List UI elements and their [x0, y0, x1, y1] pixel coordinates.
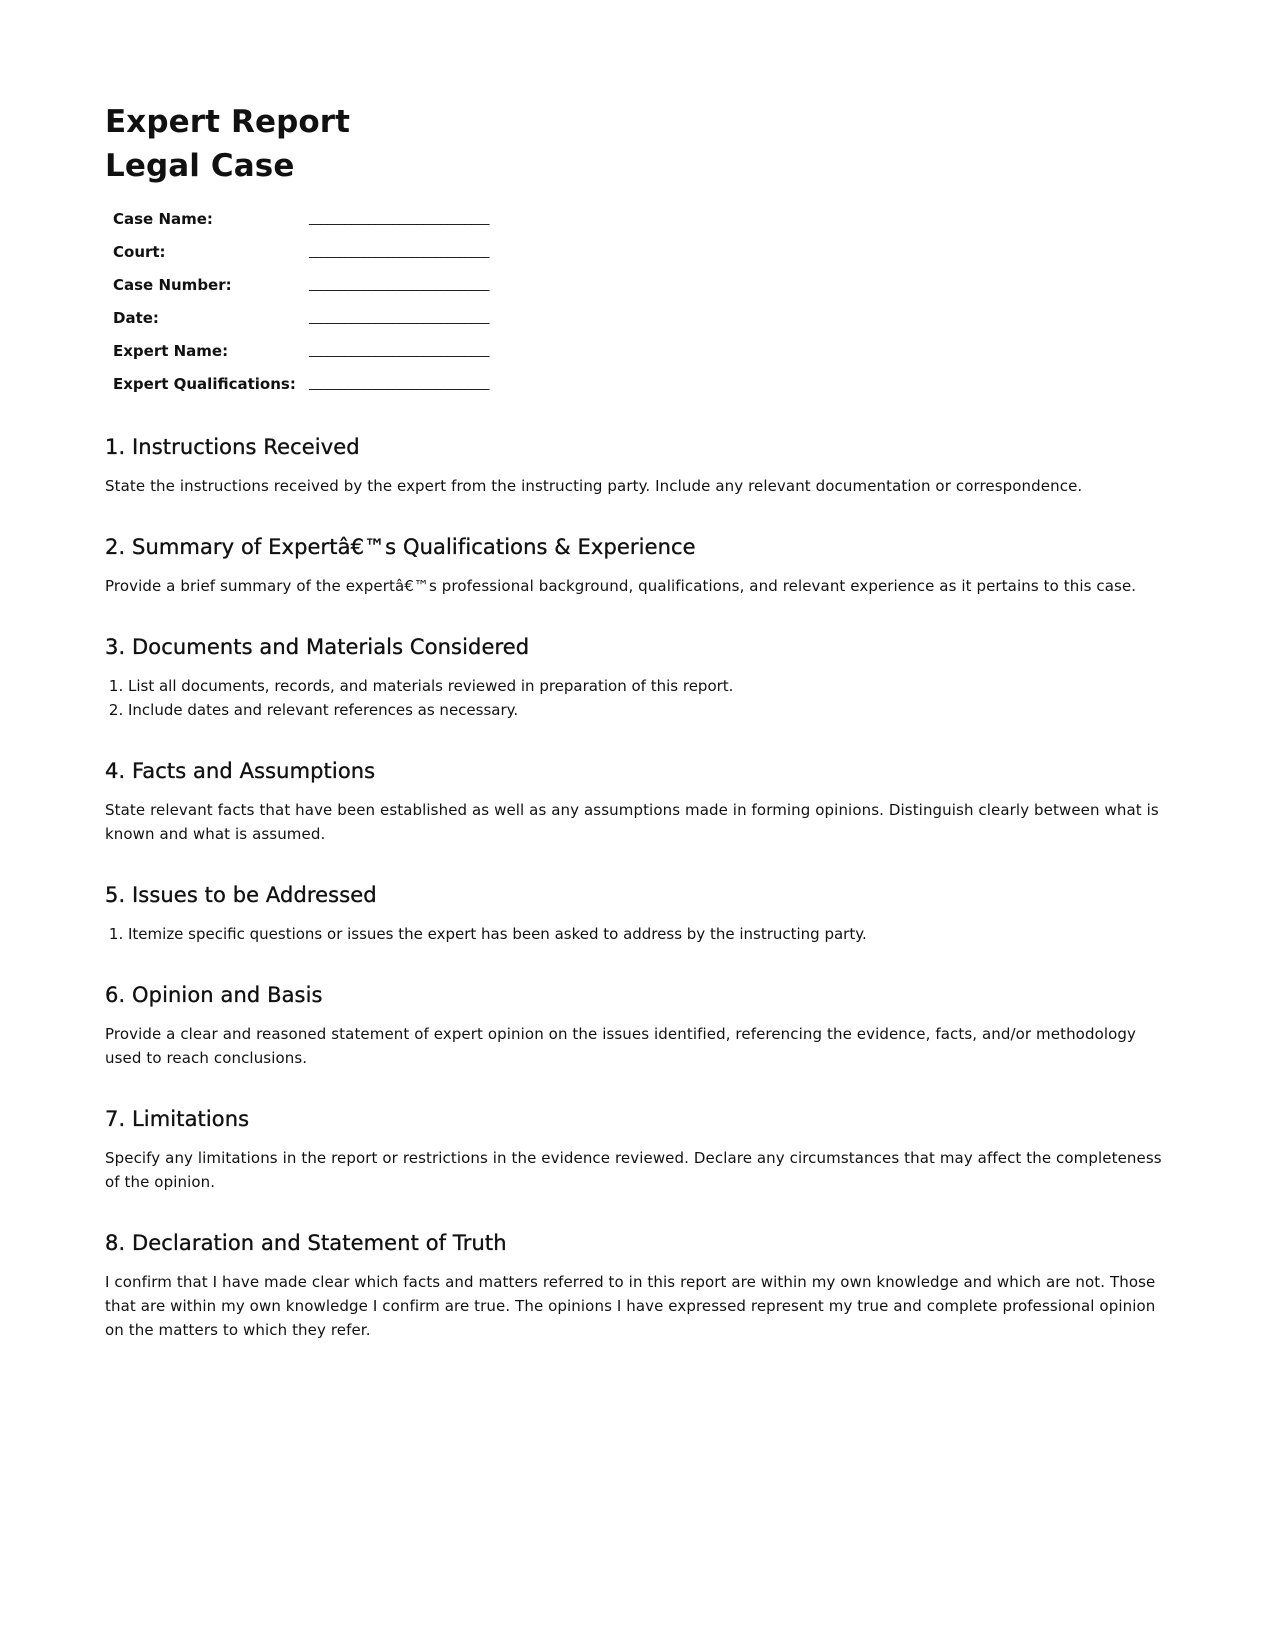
court-label: Court: — [113, 242, 166, 261]
date-row — [113, 301, 489, 334]
expert-qualifications-blank: ______________________________ — [309, 376, 489, 391]
section-heading: 4. Facts and Assumptions — [105, 759, 376, 783]
section-documents — [105, 632, 1165, 722]
case-number-row — [113, 268, 489, 301]
section-heading: 6. Opinion and Basis — [105, 983, 323, 1007]
section-heading: 7. Limitations — [105, 1107, 250, 1131]
documents-list — [105, 674, 1165, 722]
section-limitations — [105, 1104, 1165, 1194]
document-title — [105, 100, 1165, 188]
date-blank: ______________________________ — [309, 310, 489, 325]
expert-name-label: Expert Name: — [113, 341, 229, 360]
section-heading: 5. Issues to be Addressed — [105, 883, 377, 907]
case-info-table — [113, 202, 489, 400]
section-opinion — [105, 980, 1165, 1070]
section-body: Provide a brief summary of the expertâ€™s professional background, qualifications, and relevant experience as it pertains to this case. — [105, 577, 1137, 595]
court-row — [113, 235, 489, 268]
expert-qualifications-label: Expert Qualifications: — [113, 374, 296, 393]
case-name-label: Case Name: — [113, 209, 213, 228]
expert-name-row — [113, 334, 489, 367]
section-heading: 3. Documents and Materials Considered — [105, 635, 530, 659]
section-body: Specify any limitations in the report or restrictions in the evidence reviewed. Declare any circumstances that may affect the completeness of the opinion. — [105, 1149, 1162, 1191]
section-issues — [105, 880, 1165, 946]
expert-name-blank: ______________________________ — [309, 343, 489, 358]
report-content — [105, 432, 1165, 1339]
section-body: Provide a clear and reasoned statement of expert opinion on the issues identified, referencing the evidence, facts, and/or methodology used to reach conclusions. — [105, 1025, 1137, 1067]
title-line-2: Legal Case — [105, 148, 295, 184]
section-instructions — [105, 432, 1165, 498]
section-heading: 2. Summary of Expertâ€™s Qualifications & Experience — [105, 535, 696, 559]
expert-qualifications-row — [113, 367, 489, 400]
case-name-row — [113, 202, 489, 235]
case-number-blank: ______________________________ — [309, 277, 489, 292]
section-heading: 1. Instructions Received — [105, 435, 360, 459]
list-item: 1. List all documents, records, and materials reviewed in preparation of this report. — [128, 674, 1165, 698]
section-body: State the instructions received by the expert from the instructing party. Include any relevant documentation or correspondence. — [105, 477, 1083, 495]
case-number-label: Case Number: — [113, 275, 232, 294]
section-facts — [105, 756, 1165, 846]
list-item: 2. Include dates and relevant references as necessary. — [128, 698, 1165, 722]
list-item: 1. Itemize specific questions or issues the expert has been asked to address by the instructing party. — [128, 922, 1165, 946]
issues-list — [105, 922, 1165, 946]
section-declaration — [105, 1228, 1165, 1342]
document-page — [105, 100, 1165, 1339]
title-line-1: Expert Report — [105, 104, 351, 140]
section-body: I confirm that I have made clear which facts and matters referred to in this report are within my own knowledge and which are not. Those that are within my own knowledge I confirm are true. The opinions I have expressed represent my true and complete professional opinion on the matters to which they refer. — [105, 1273, 1156, 1339]
court-blank: ______________________________ — [309, 244, 489, 259]
date-label: Date: — [113, 308, 159, 327]
section-body: State relevant facts that have been established as well as any assumptions made in forming opinions. Distinguish clearly between what is known and what is assumed. — [105, 801, 1159, 843]
section-heading: 8. Declaration and Statement of Truth — [105, 1231, 507, 1255]
section-qualifications — [105, 532, 1165, 598]
case-name-blank: ______________________________ — [309, 211, 489, 226]
